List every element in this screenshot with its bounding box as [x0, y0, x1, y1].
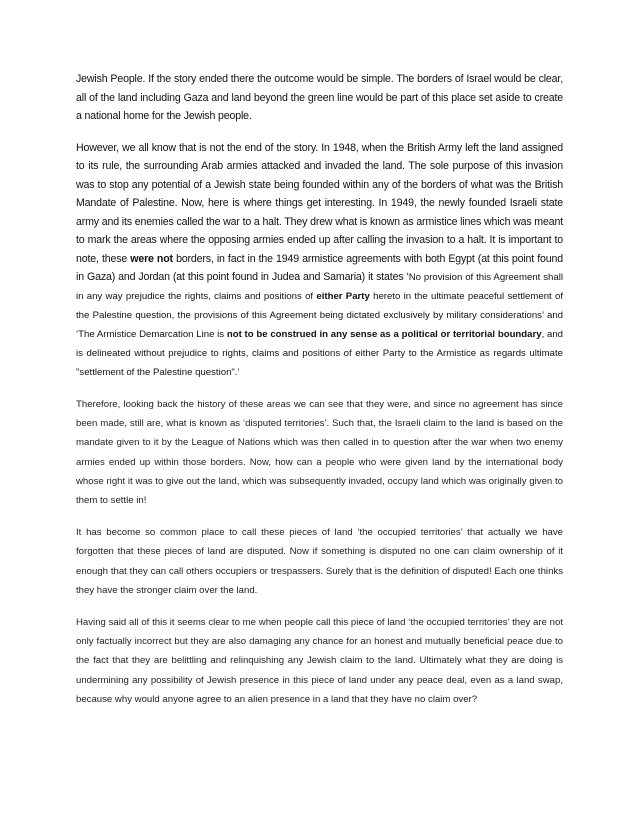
paragraph-2-text-1: However, we all know that is not the end of the story. In 1948, when the British Army left the land assigned to its rule, the surrounding Arab armies attacked and invaded the land. The sole purpose of this invasion was to stop any potential of a Jewish state being founded within any of the borders of what was the British Mandate of Palestine. Now, here is where things get interesting. In 1949, the newly founded Israeli state army and its enemies called the war to a halt. They drew what is known as armistice lines which was meant to mark the areas where the opposing armies ended up after calling the invasion to a halt. It is important to note, these [76, 141, 563, 265]
emphasis-were-not: were not [130, 252, 173, 265]
armistice-quote [76, 272, 563, 378]
quote-text-3: , and is delineated without prejudice to rights, claims and positions of either Party to the Armistice as regards ultimate "settlement of the Palestine question".’ [76, 329, 564, 378]
paragraph-3: Therefore, looking back the history of these areas we can see that they were, and since no agreement has since been made, still are, what is known as ‘disputed territories’. Such that, the Israeli claim to the land is based on the mandate given to it by the League of Nations which was then called in to question after the war when two enemy armies ended up within those borders. Now, how can a people who were given land by the international body whose right it was to give out the land, which was subsequently invaded, occupy land which was originally given to them to settle in! [76, 399, 563, 507]
emphasis-either-party: either Party [316, 291, 370, 302]
paragraph-2-text-2: borders, in fact in the 1949 armistice agreements with both Egypt (at this point found in Gaza) and Jordan (at this point found in Judea and Samaria) it states ‘ [76, 252, 563, 283]
paragraph-2 [76, 139, 563, 383]
paragraph-5: Having said all of this it seems clear to me when people call this piece of land ‘the occupied territories’ they are not only factually incorrect but they are also damaging any chance for an honest and mutually beneficial peace due to the fact that they are belittling and relinquishing any Jewish claim to the land. Ultimately what they are doing is undermining any possibility of Jewish presence in this piece of land under any peace deal, even as a land swap, because why would anyone agree to an alien presence in a land that they have no claim over? [76, 617, 563, 705]
paragraph-4: It has become so common place to call these pieces of land ‘the occupied territories’ that actually we have forgotten that these pieces of land are disputed. Now if something is disputed no one can claim ownership of it enough that they can call others occupiers or trespassers. Surely that is the definition of disputed! Each one thinks they have the stronger claim over the land. [76, 527, 563, 596]
emphasis-not-a-boundary: not to be construed in any sense as a political or territorial boundary [226, 329, 542, 340]
quote-text-1: No provision of this Agreement shall in any way prejudice the rights, claims and positions of [76, 272, 563, 302]
quote-text-2: hereto in the ultimate peaceful settlement of the Palestine question, the provisions of this Agreement being dictated exclusively by military considerations’ and ‘The Armistice Demarcation Line is [76, 291, 563, 340]
paragraph-1: Jewish People. If the story ended there the outcome would be simple. The borders of Israel would be clear, all of the land including Gaza and land beyond the green line would be part of this place set aside to create a national home for the Jewish people. [76, 73, 563, 122]
document-page [76, 70, 563, 709]
